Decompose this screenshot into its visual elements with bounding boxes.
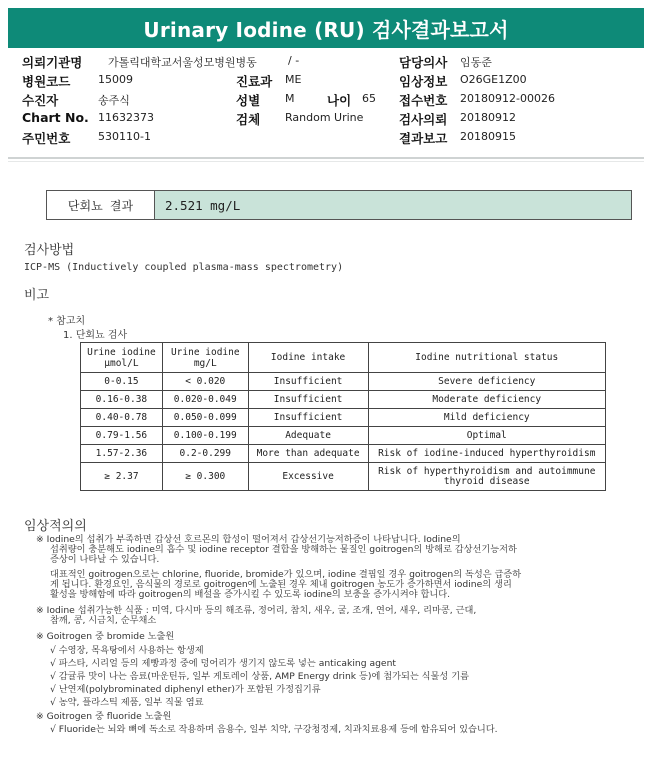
patient-label: 수진자 xyxy=(22,93,59,108)
cell-umol: 1.57-2.36 xyxy=(81,445,163,463)
result-box xyxy=(46,190,632,220)
info-row-2 xyxy=(22,72,642,91)
cell-status: Optimal xyxy=(368,427,606,445)
note-line: √ 감귤류 맛이 나는 음료(마운틴듀, 일부 게토레이 상품, AMP Energy drink 등)에 첨가되는 식물성 기름 xyxy=(50,671,469,682)
reference-sub-label: 1. 단회뇨 검사 xyxy=(63,330,128,341)
header-intake: Iodine intake xyxy=(248,343,368,373)
sex-label: 성별 xyxy=(236,93,261,108)
reference-table-header xyxy=(81,343,606,373)
note-line: √ 난연제(polybrominated diphenyl ether)가 포함된 가정집기류 xyxy=(50,684,321,695)
age-label: 나이 xyxy=(327,93,352,108)
report-date-value: 20180915 xyxy=(460,130,516,143)
cell-umol: 0.40-0.78 xyxy=(81,409,163,427)
specimen-label: 검체 xyxy=(236,112,261,127)
institution-value: 가톨릭대학교서울성모병원병동 xyxy=(108,56,257,69)
note-line: √ 농약, 플라스틱 제품, 일부 직물 염료 xyxy=(50,697,204,708)
specimen-value: Random Urine xyxy=(285,111,364,124)
status-line2: thyroid disease xyxy=(443,475,530,487)
cell-umol: 0.79-1.56 xyxy=(81,427,163,445)
table-row xyxy=(81,373,606,391)
result-label: 단회뇨 결과 xyxy=(47,191,155,219)
header-divider xyxy=(8,157,644,159)
method-heading: 검사방법 xyxy=(24,243,75,258)
note-line: ※ Iodine 섭취가능한 식품 : 미역, 다시마 등의 해조류, 정어리, 참치, 새우, 굴, 조개, 연어, 새우, 리마콩, 근대, xyxy=(36,605,477,616)
result-value: 2.521 mg/L xyxy=(155,191,631,219)
cell-mg: ≥ 0.300 xyxy=(162,463,248,491)
header-umol-line1: Urine iodine xyxy=(87,346,156,358)
sex-value: M xyxy=(285,92,295,105)
clinical-info-value: O26GE1Z00 xyxy=(460,73,527,86)
cell-intake: Adequate xyxy=(248,427,368,445)
resident-no-label: 주민번호 xyxy=(22,131,71,146)
cell-status xyxy=(368,463,606,491)
hospital-code-label: 병원코드 xyxy=(22,74,71,89)
cell-status: Risk of iodine-induced hyperthyroidism xyxy=(368,445,606,463)
note-line: ※ Iodine의 섭취가 부족하면 갑상선 호르몬의 합성이 떨어져서 갑상선기능저하증이 나타납니다. Iodine의 xyxy=(36,534,461,545)
info-row-4 xyxy=(22,110,642,129)
note-line: 활성을 방해함에 따라 goitrogen의 배설을 증가시킬 수 있도록 iodine의 보충을 증가시켜야 합니다. xyxy=(50,589,451,600)
receipt-no-label: 접수번호 xyxy=(399,93,448,108)
header-umol xyxy=(81,343,163,373)
note-line: ※ Goitrogen 중 fluoride 노출원 xyxy=(36,711,172,722)
patient-value: 송주식 xyxy=(98,94,130,107)
note-line: 섭취량이 충분해도 iodine의 흡수 및 iodine receptor 결합을 방해하는 물질인 goitrogen의 방해로 갑상선기능저하 xyxy=(50,544,517,555)
cell-intake: Insufficient xyxy=(248,409,368,427)
doctor-value: 임동준 xyxy=(460,56,492,69)
hospital-code-value: 15009 xyxy=(98,73,133,86)
header-mg xyxy=(162,343,248,373)
cell-intake: More than adequate xyxy=(248,445,368,463)
ward-value: / - xyxy=(288,54,300,67)
clinical-heading: 임상적의의 xyxy=(24,519,87,534)
cell-mg: < 0.020 xyxy=(162,373,248,391)
method-text: ICP-MS (Inductively coupled plasma-mass spectrometry) xyxy=(24,262,344,273)
cell-mg: 0.050-0.099 xyxy=(162,409,248,427)
note-line: ※ Goitrogen 중 bromide 노출원 xyxy=(36,631,175,642)
chart-no-label: Chart No. xyxy=(22,110,89,125)
cell-intake: Insufficient xyxy=(248,391,368,409)
table-row xyxy=(81,427,606,445)
cell-status: Severe deficiency xyxy=(368,373,606,391)
cell-umol: 0.16-0.38 xyxy=(81,391,163,409)
cell-status: Moderate deficiency xyxy=(368,391,606,409)
clinical-info-label: 임상정보 xyxy=(399,74,448,89)
note-line: 참깨, 콩, 시금치, 순무채소 xyxy=(50,615,157,626)
cell-status: Mild deficiency xyxy=(368,409,606,427)
age-value: 65 xyxy=(362,92,376,105)
table-row xyxy=(81,463,606,491)
cell-mg: 0.2-0.299 xyxy=(162,445,248,463)
reference-table xyxy=(80,342,606,491)
remarks-heading: 비고 xyxy=(24,288,50,303)
report-title: Urinary Iodine (RU) 검사결과보고서 xyxy=(8,8,644,48)
info-row-5 xyxy=(22,129,642,148)
cell-intake: Insufficient xyxy=(248,373,368,391)
info-row-3 xyxy=(22,91,642,110)
note-line: 대표적인 goitrogen으로는 chlorine, fluoride, bromide가 있으며, iodine 결핍일 경우 goitrogen의 독성은 급증하 xyxy=(50,569,522,580)
receipt-no-value: 20180912-00026 xyxy=(460,92,555,105)
note-line: 게 됩니다. 환경요인, 음식물의 경로로 goitrogen에 노출된 경우 체내 goitrogen 농도가 증가하면서 iodine의 생리 xyxy=(50,579,512,590)
table-row xyxy=(81,409,606,427)
header-mg-line1: Urine iodine xyxy=(170,346,240,358)
header-status: Iodine nutritional status xyxy=(368,343,606,373)
note-line: √ 수영장, 목욕탕에서 사용하는 항생제 xyxy=(50,645,204,656)
chart-no-value: 11632373 xyxy=(98,111,154,124)
info-row-1 xyxy=(22,53,642,72)
cell-umol: ≥ 2.37 xyxy=(81,463,163,491)
request-date-label: 검사의뢰 xyxy=(399,112,448,127)
table-row xyxy=(81,445,606,463)
header-umol-line2: μmol/L xyxy=(104,357,139,369)
report-date-label: 결과보고 xyxy=(399,131,448,146)
cell-mg: 0.020-0.049 xyxy=(162,391,248,409)
department-value: ME xyxy=(285,73,302,86)
institution-label: 의뢰기관명 xyxy=(22,55,83,70)
header-mg-line2: mg/L xyxy=(193,357,217,369)
department-label: 진료과 xyxy=(236,74,273,89)
request-date-value: 20180912 xyxy=(460,111,516,124)
header-divider-thin xyxy=(8,161,644,162)
cell-intake: Excessive xyxy=(248,463,368,491)
note-line: √ 파스타, 시리얼 등의 제빵과정 중에 덩어리가 생기지 않도록 넣는 anticaking agent xyxy=(50,658,397,669)
cell-mg: 0.100-0.199 xyxy=(162,427,248,445)
reference-label: * 참고치 xyxy=(48,316,86,327)
doctor-label: 담당의사 xyxy=(399,55,448,70)
note-line: √ Fluoride는 뇌와 뼈에 독소로 작용하며 음용수, 일부 치약, 구강청정제, 치과치료용제 등에 함유되어 있습니다. xyxy=(50,724,498,735)
resident-no-value: 530110-1 xyxy=(98,130,151,143)
status-line1: Risk of hyperthyroidism and autoimmune xyxy=(378,465,596,477)
cell-umol: 0-0.15 xyxy=(81,373,163,391)
table-row xyxy=(81,391,606,409)
patient-info xyxy=(22,53,642,148)
note-line: 증상이 나타날 수 있습니다. xyxy=(50,554,160,565)
